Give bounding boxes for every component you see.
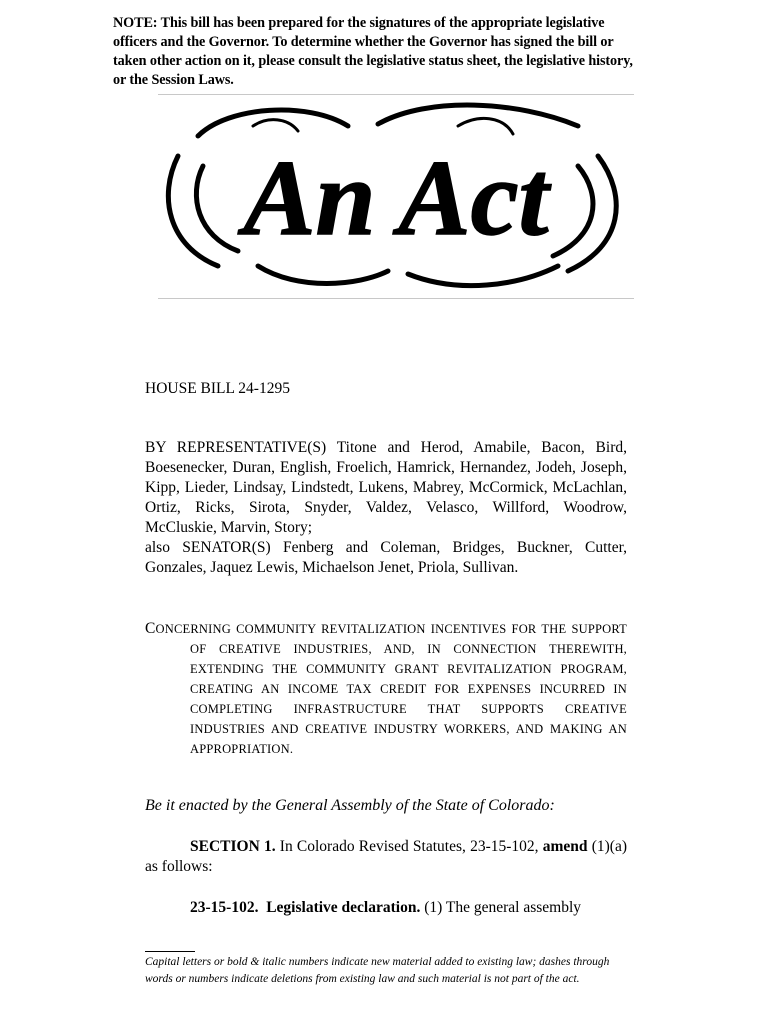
concerning-initial: C <box>145 620 156 637</box>
senators-list: also SENATOR(S) Fenberg and Coleman, Bridges, Buckner, Cutter, Gonzales, Jaquez Lewis, Michaelson Jenet, Priola, Sullivan. <box>145 539 627 576</box>
flourish-bottom-left <box>258 266 388 284</box>
concerning-text: ONCERNING COMMUNITY REVITALIZATION INCENTIVES FOR THE SUPPORT OF CREATIVE INDUSTRIES, AND, IN CONNECTION THEREWITH, EXTENDING THE COMMUNITY GRANT REVITALIZATION PROGRAM, CREATING AN INCOME TAX CREDIT FOR EXPENSES INCURRED IN COMPLETING INFRASTRUCTURE THAT SUPPORTS CREATIVE INDUSTRIES AND CREATIVE INDUSTRY WORKERS, AND MAKING AN APPROPRIATION. <box>155 622 627 756</box>
section-1-amend: amend <box>542 838 588 855</box>
section-1-text: In Colorado Revised Statutes, 23-15-102, <box>279 838 539 855</box>
flourish-right-inner <box>553 166 593 256</box>
flourish-top-left <box>198 110 348 136</box>
footnote-rule <box>145 951 195 952</box>
footnote: Capital letters or bold & italic numbers indicate new material added to existing law; dashes through words or numbers indicate deletions from existing law and such material is not part of the act. <box>145 956 610 985</box>
an-act-seal <box>158 96 634 296</box>
an-act-title: An Act <box>243 139 549 258</box>
section-1-label: SECTION 1. <box>190 838 276 855</box>
flourish-top-right <box>378 105 578 126</box>
seal-bottom-rule <box>158 298 634 299</box>
concerning-title <box>145 619 627 759</box>
seal-top-rule <box>158 94 634 95</box>
signature-note: NOTE: This bill has been prepared for the signatures of the appropriate legislative officers and the Governor. To determine whether the Governor has signed the bill or taken other action on it, please consult the legislative status sheet, the legislative history, or the Session Laws. <box>113 15 633 88</box>
flourish-swirl-b <box>458 118 513 134</box>
sponsors-block <box>145 438 627 578</box>
an-act-flourish-graphic <box>158 96 634 296</box>
flourish-swirl-a <box>253 120 298 131</box>
section-1-text-after: (1)(a) as follows: <box>145 838 628 875</box>
statute-subsection <box>145 898 627 918</box>
enacting-clause: Be it enacted by the General Assembly of the State of Colorado: <box>145 797 555 814</box>
section-1 <box>145 837 627 877</box>
flourish-left-inner <box>196 166 238 251</box>
statute-number: 23-15-102. <box>190 899 259 916</box>
representatives-list: BY REPRESENTATIVE(S) Titone and Herod, Amabile, Bacon, Bird, Boesenecker, Duran, English, Froelich, Hamrick, Hernandez, Jodeh, Joseph, Kipp, Lieder, Lindsay, Lindstedt, Lukens, Mabrey, McCormick, McLachlan, Ortiz, Ricks, Sirota, Snyder, Valdez, Velasco, Willford, Woodrow, McCluskie, Marvin, Story; <box>145 439 627 536</box>
flourish-bottom-right <box>408 266 558 286</box>
flourish-left-outer <box>168 156 218 266</box>
statute-text: (1) The general assembly <box>424 899 582 916</box>
statute-heading: Legislative declaration. <box>266 899 421 916</box>
bill-number: HOUSE BILL 24-1295 <box>145 380 290 397</box>
